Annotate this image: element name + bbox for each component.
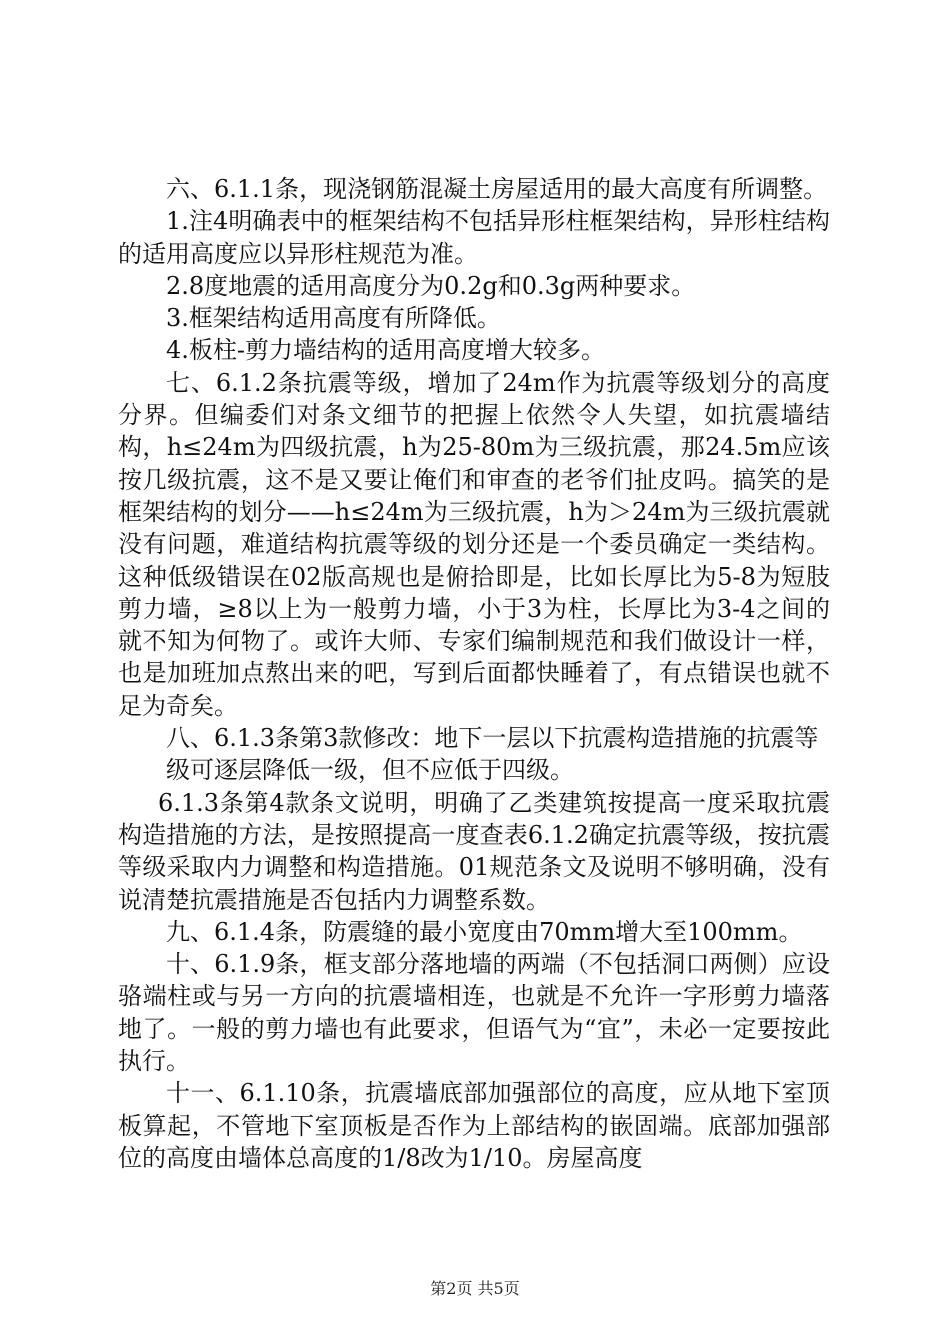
list-item-2: 2.8度地震的适用高度分为0.2g和0.3g两种要求。	[166, 271, 696, 300]
list-item-1: 1.注4明确表中的框架结构不包括异形柱框架结构，异形柱结构的适用高度应以异形柱规范为准。	[118, 207, 830, 268]
section-7-paragraph: 七、6.1.2条抗震等级，增加了24m作为抗震等级划分的高度分界。但编委们对条文细节的把握上依然令人失望，如抗震墙结构，h≤24m为四级抗震，h为25-80m为三级抗震，那24.5m应该按几级抗震，这不是又要让俺们和审查的老爷们扯皮吗。搞笑的是框架结构的划分——h≤24m为三级抗震，h为＞24m为三级抗震就没有问题，难道结构抗震等级的划分还是一个委员确定一类结构。这种低级错误在02版高规也是俯拾即是，比如长厚比为5-8为短肢剪力墙，≥8以上为一般剪力墙，小于3为柱，长厚比为3-4之间的就不知为何物了。或许大师、专家们编制规范和我们做设计一样，也是加班加点熬出来的吧，写到后面都快睡着了，有点错误也就不足为奇矣。	[118, 368, 830, 720]
document-body	[118, 173, 830, 1174]
clause-6-1-3-note: 6.1.3条第4款条文说明，明确了乙类建筑按提高一度采取抗震构造措施的方法，是按照提高一度查表6.1.2确定抗震等级，按抗震等级采取内力调整和构造措施。01规范条文及说明不够明确，没有说清楚抗震措施是否包括内力调整系数。	[118, 788, 830, 914]
section-8-paragraph: 八、6.1.3条第3款修改：地下一层以下抗震构造措施的抗震等	[166, 724, 819, 753]
section-6-heading: 六、6.1.1条，现浇钢筋混凝土房屋适用的最大高度有所调整。	[166, 175, 828, 203]
section-8-continuation: 级可逐层降低一级，但不应低于四级。	[166, 756, 574, 785]
page-number: 第2页 共5页	[430, 1279, 520, 1298]
section-11-paragraph: 十一、6.1.10条，抗震墙底部加强部位的高度，应从地下室顶板算起，不管地下室顶板是否作为上部结构的嵌固端。底部加强部位的高度由墙体总高度的1/8改为1/10。房屋高度	[118, 1079, 830, 1172]
section-9-paragraph: 九、6.1.4条，防震缝的最小宽度由70mm增大至100mm。	[166, 917, 803, 946]
section-10-paragraph: 十、6.1.9条，框支部分落地墙的两端（不包括洞口两侧）应设骆端柱或与另一方向的抗震墙相连，也就是不允许一字形剪力墙落地了。一般的剪力墙也有此要求，但语气为“宜”，未必一定要按此执行。	[118, 950, 830, 1076]
list-item-3: 3.框架结构适用高度有所降低。	[166, 304, 501, 333]
list-item-4: 4.板柱-剪力墙结构的适用高度增大较多。	[166, 336, 606, 365]
